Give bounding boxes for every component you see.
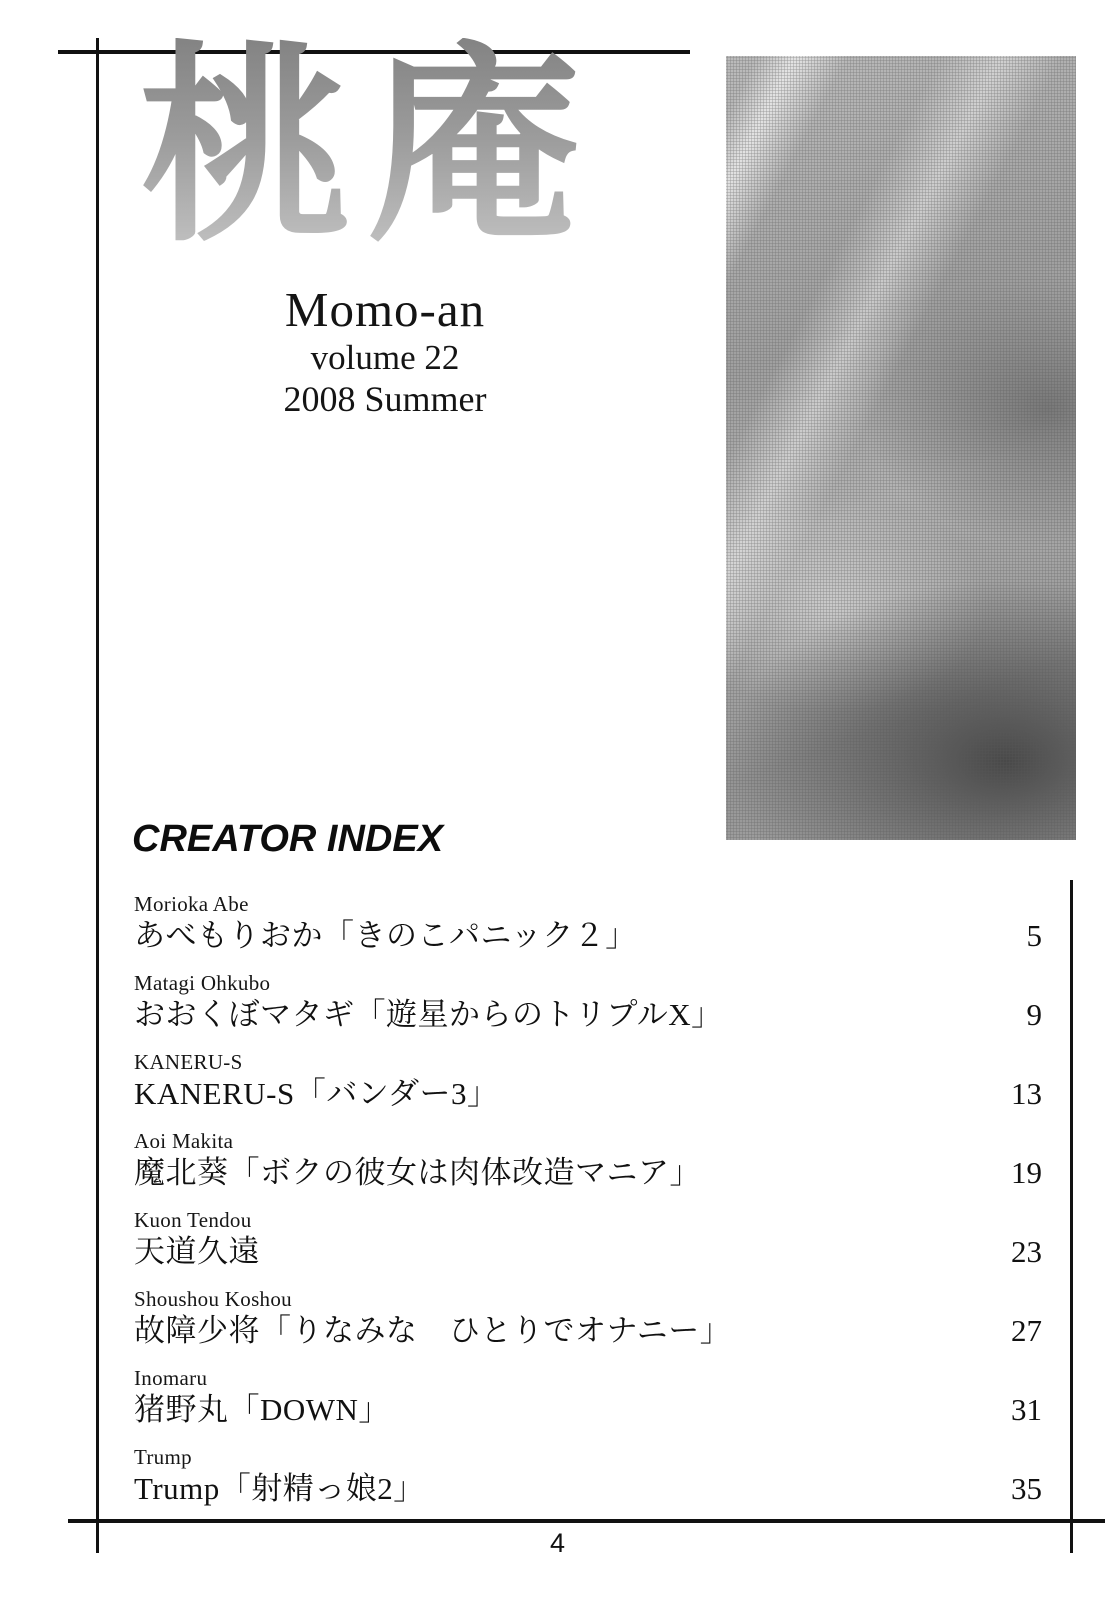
page-ref: 27 [1011, 1313, 1042, 1348]
page-ref: 23 [1011, 1234, 1042, 1269]
work-title: KANERU-S「バンダー3」 [134, 1076, 499, 1111]
title-block [150, 282, 620, 420]
creator-name: Morioka Abe [134, 892, 249, 916]
creator-entry [134, 1288, 1042, 1367]
work-title: Trump「射精っ娘2」 [134, 1471, 425, 1506]
page-ref: 9 [1026, 997, 1042, 1032]
creator-entry [134, 1130, 1042, 1209]
creator-name: KANERU-S [134, 1050, 243, 1074]
page-ref: 35 [1011, 1471, 1042, 1506]
page-ref: 19 [1011, 1155, 1042, 1190]
volume-label: volume 22 [310, 338, 460, 377]
creator-name: Inomaru [134, 1366, 208, 1390]
creator-name: Shoushou Koshou [134, 1287, 292, 1311]
creator-entry [134, 1051, 1042, 1130]
book-title-romaji: Momo-an [284, 282, 486, 337]
work-title: 魔北葵「ボクの彼女は肉体改造マニア」 [134, 1155, 701, 1190]
creator-name: Kuon Tendou [134, 1208, 252, 1232]
creator-entry [134, 972, 1042, 1051]
season-label: 2008 Summer [283, 379, 487, 419]
creator-entry [134, 1367, 1042, 1446]
creator-entry [134, 893, 1042, 972]
creator-name: Matagi Ohkubo [134, 971, 271, 995]
work-title: あべもりおか「きのこパニック２」 [134, 918, 637, 953]
work-title: 故障少将「りなみな ひとりでオナニー」 [134, 1313, 732, 1348]
border-rule-right [1070, 880, 1073, 1553]
creator-entry [134, 1209, 1042, 1288]
folio-page-number: 4 [549, 1528, 566, 1558]
work-title: おおくぼマタギ「遊星からのトリプルX」 [134, 997, 723, 1032]
creator-index-heading: CREATOR INDEX [132, 818, 444, 860]
creator-entry [134, 1446, 1042, 1525]
book-title-kanji: 桃庵 [140, 38, 620, 261]
border-rule-left [96, 38, 99, 1553]
work-title: 猪野丸「DOWN」 [134, 1392, 390, 1427]
page-ref: 31 [1011, 1392, 1042, 1427]
work-title: 天道久遠 [134, 1234, 260, 1269]
cover-illustration-placeholder [726, 56, 1076, 840]
creator-name: Aoi Makita [134, 1129, 234, 1153]
page-ref: 5 [1026, 918, 1042, 953]
creator-name: Trump [134, 1445, 192, 1469]
creator-index-list [134, 893, 1042, 1525]
page-ref: 13 [1011, 1076, 1042, 1111]
